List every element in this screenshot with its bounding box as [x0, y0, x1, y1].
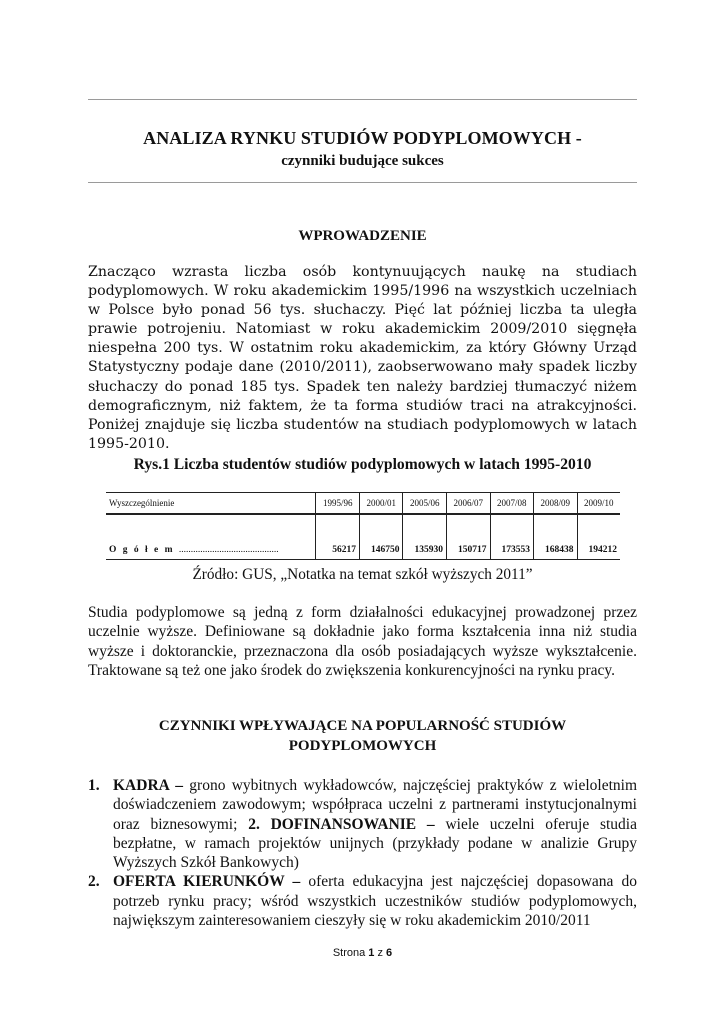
table-row-label-cell [106, 514, 316, 560]
table-header-cell: 2008/09 [534, 493, 578, 515]
table-header-cell: 2009/10 [577, 493, 620, 515]
list-item-inline-text: wiele uczelni oferuje studia bezpłatne, w ramach projektów unijnych (przykłady podane w analizie Grupy Wyższych Szkół Bankowych) [113, 815, 637, 872]
footer-page-number: 1 [368, 947, 375, 959]
intro-heading: WPROWADZENIE [298, 228, 427, 244]
table-header-cell: Wyszczególnienie [109, 498, 175, 508]
list-item [88, 776, 637, 872]
table-cell: 168438 [534, 514, 578, 560]
footer-page-total: 6 [386, 947, 393, 959]
factors-heading-line1: CZYNNIKI WPŁYWAJĄCE NA POPULARNOŚĆ STUDIÓW [158, 718, 567, 734]
table-row [106, 514, 620, 560]
table-header-cell: 2007/08 [490, 493, 534, 515]
definition-paragraph: Studia podyplomowe są jedną z form działalności edukacyjnej prowadzonej przez uczelnie wyższe. Definiowane są dokładnie jako forma kształcenia inna niż studia wyższe i doktoranckie, przeznaczona dla osób posiadających wyższe wykształcenie. Traktowane są też one jako środek do zwiększenia konkurencyjności na rynku pracy. [88, 604, 637, 679]
table-row-dots: .......................................... [178, 545, 279, 555]
table-header-cell: 2000/01 [359, 493, 403, 515]
list-item-number: 2. [88, 873, 100, 891]
document-title: ANALIZA RYNKU STUDIÓW PODYPLOMOWYCH - [143, 128, 582, 148]
table-cell: 150717 [447, 514, 491, 560]
list-item [88, 872, 637, 930]
title-bottom-rule [88, 182, 637, 183]
table-cell: 135930 [403, 514, 447, 560]
table-header-cell: 2006/07 [447, 493, 491, 515]
table-header-row [106, 493, 620, 515]
figure-source: Źródło: GUS, „Notatka na temat szkół wyższych 2011” [192, 566, 533, 583]
list-item-inline-label: 2. DOFINANSOWANIE – [248, 815, 435, 833]
table-row-label: O g ó ł e m [109, 545, 175, 555]
table-cell: 146750 [359, 514, 403, 560]
table-cell: 56217 [316, 514, 360, 560]
list-item-number: 1. [88, 777, 100, 794]
page-footer [0, 947, 725, 959]
list-item-text: oferta edukacyjna jest najczęściej dopasowana do potrzeb rynku pracy; wśród wszystkich uczestników studiów podyplomowych, największym zainteresowaniem cieszyły się w roku akademickim 2010/2011 [113, 873, 637, 930]
list-item-text: grono wybitnych wykładowców, najczęściej praktyków z wieloletnim doświadczeniem zawodowym; współpraca uczelni z partnerami instytucjonalnymi oraz biznesowymi; [113, 777, 637, 833]
data-table [106, 492, 620, 562]
document-subtitle: czynniki budujące sukces [281, 153, 444, 169]
list-item-label: OFERTA KIERUNKÓW – [113, 873, 301, 891]
list-item-label: KADRA – [113, 777, 184, 794]
footer-prefix: Strona [332, 947, 369, 959]
factors-heading-line2: PODYPLOMOWYCH [288, 738, 437, 754]
footer-middle: z [374, 947, 387, 959]
figure-title: Rys.1 Liczba studentów studiów podyplomowych w latach 1995-2010 [133, 456, 592, 473]
table-cell: 194212 [577, 514, 620, 560]
intro-paragraph: Znacząco wzrasta liczba osób kontynuujących naukę na studiach podyplomowych. W roku akademickim 1995/1996 na wszystkich uczelniach w Polsce było ponad 56 tys. słuchaczy. Pięć lat później liczba ta uległa prawie potrojeniu. Natomiast w roku akademickim 2009/2010 sięgnęła niespełna 200 tys. W ostatnim roku akademickim, za który Główny Urząd Statystyczny podaje dane (2010/2011), zaobserwowano mały spadek liczby słuchaczy do ponad 185 tys. Spadek ten należy bardziej tłumaczyć niżem demograficznym, niż faktem, że ta forma studiów traci na atrakcyjności. Poniżej znajduje się liczba studentów na studiach podyplomowych w latach 1995-2010. [88, 264, 637, 452]
factors-list [88, 776, 637, 930]
top-rule [88, 99, 637, 100]
table-header-cell: 1995/96 [316, 493, 360, 515]
table-cell: 173553 [490, 514, 534, 560]
table-header-cell: 2005/06 [403, 493, 447, 515]
